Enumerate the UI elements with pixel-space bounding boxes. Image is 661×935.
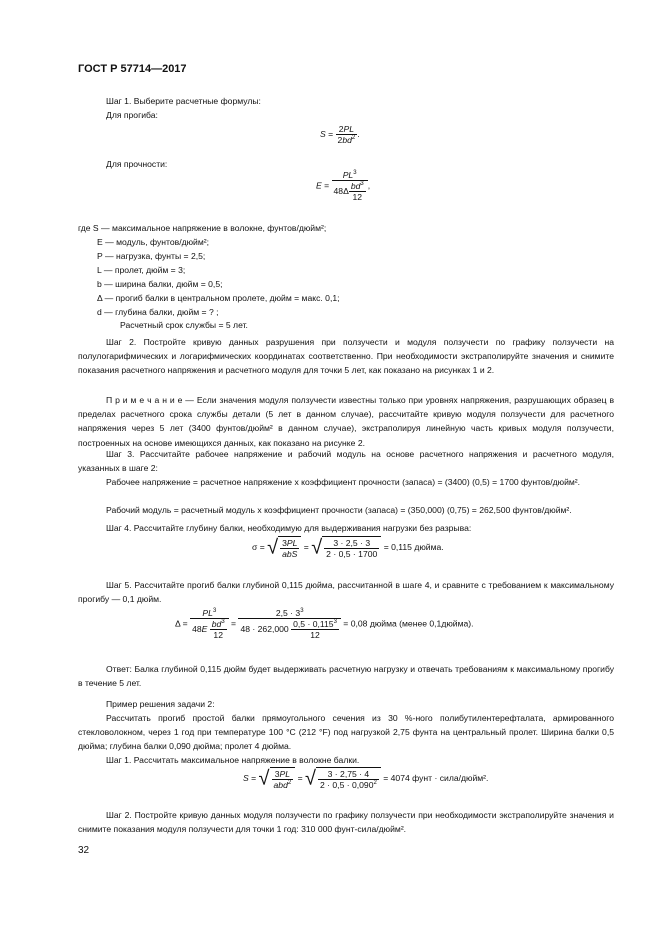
step3-paragraph: Шаг 3. Рассчитайте рабочее напряжение и рабочий модуль на основе расчетного напряжения и расчетного модуля, указанных в шаге 2: bbox=[78, 449, 614, 474]
work-stress-paragraph: Рабочее напряжение = расчетное напряжение x коэффициент прочности (запаса) = (3400) (0,5) = 1700 фунтов/дюйм². bbox=[106, 477, 581, 487]
where-item: P — нагрузка, фунты = 2,5; bbox=[97, 251, 206, 261]
step5-paragraph: Шаг 5. Рассчитайте прогиб балки глубиной 0,115 дюйма, рассчитанной в шаге 4, и сравните с требованием к максимальному прогибу — 0,1 дюйм. bbox=[78, 580, 614, 605]
answer-paragraph: Ответ: Балка глубиной 0,115 дюйм будет выдерживать расчетную нагрузку и отвечать требованиям к максимальному прогибу в течение 5 лет. bbox=[78, 664, 614, 689]
where-item: b — ширина балки, дюйм = 0,5; bbox=[97, 279, 223, 289]
step4-text: Шаг 4. Рассчитайте глубину балки, необходимую для выдерживания нагрузки без разрыва: bbox=[106, 523, 472, 533]
where-item: L — пролет, дюйм = 3; bbox=[97, 265, 186, 275]
example2-paragraph: Рассчитать прогиб простой балки прямоугольного сечения из 30 %-ного полибутилентерефталата, армированного стекловолокном, через 1 год при температуре 100 °С (212 °F) под нагрузкой 2,75 фунта на центральный пролет. Ширина балки 0,5 дюйма; глубина балки 0,090 дюйма; пролет 4 дюйма. bbox=[78, 713, 614, 752]
deflection-label: Для прогиба: bbox=[106, 110, 158, 120]
ex2-step1-text: Шаг 1. Рассчитать максимальное напряжение в волокне балки. bbox=[106, 755, 360, 765]
formula-strength: E = $PL^3$ 48Δ $\frac{bd^3}{12}$ , bbox=[316, 170, 371, 202]
note-text: — Если значения модуля ползучести известны только при уровнях напряжения, разрушающих образец в пределах расчетного срока службы детали (5 лет в данном случае), рассчитайте кривую модуля ползучести для расчетного напряжения через 5 лет (3400 фунтов/дюйм² в данном случае), экстраполируя линейную часть кривых модуля ползучести, построенных на основе имеющихся данных, как показано на рисунке 2. bbox=[78, 395, 615, 448]
formula-step5: Δ = $PL^3$ 48E $\frac{bd^3}{12}$ = $2,5 \cdot 3^3$ 48 · 262,000 $\frac{0,5 \cdot 0,115^3}{12}$ = 0,08 дюйма (менее 0,1дюйма). bbox=[175, 608, 474, 640]
step4-result: = 0,115 дюйма. bbox=[383, 541, 444, 552]
strength-label: Для прочности: bbox=[106, 159, 168, 169]
ex2-step2-paragraph: Шаг 2. Постройте кривую данных модуля ползучести по графику ползучести при необходимости экстраполируйте значения и снимите показания модуля ползучести для точки 1 год: 310 000 фунт-сила/дюйм². bbox=[78, 810, 614, 835]
ex2-step1-result: = 4074 фунт · сила/дюйм². bbox=[383, 772, 489, 783]
example2-title: Пример решения задачи 2: bbox=[106, 699, 215, 709]
where-item: E — модуль, фунтов/дюйм²; bbox=[97, 237, 209, 247]
formula-deflection: S = $\frac{2PL}{2bd^2}$ . bbox=[320, 124, 360, 145]
document-header: ГОСТ Р 57714—2017 bbox=[78, 63, 187, 75]
formula-ex2-step1: S = √ $\frac{3PL}{abd^2}$ = √ $\frac{3 \cdot 2,75 \cdot 4}{2 \cdot 0,5 \cdot 0,090^2}$ = 4074 фунт · сила/дюйм². bbox=[243, 767, 489, 790]
formula-step4: σ = √ $\frac{3PL}{\text{abS}}$ = √ $\frac{3 \cdot 2,5 \cdot 3}{2 \cdot 0,5 \cdot 1700}$ = 0,115 дюйма. bbox=[252, 536, 444, 559]
where-item: Расчетный срок службы = 5 лет. bbox=[120, 320, 248, 330]
step1-text: Шаг 1. Выберите расчетные формулы: bbox=[106, 96, 261, 106]
note-paragraph bbox=[78, 393, 614, 450]
work-modulus-paragraph: Рабочий модуль = расчетный модуль x коэффициент прочности (запаса) = (350,000) (0,75) = 262,500 фунтов/дюйм². bbox=[106, 505, 572, 515]
where-item: где S — максимальное напряжение в волокне, фунтов/дюйм²; bbox=[78, 223, 327, 233]
page-number: 32 bbox=[78, 845, 90, 856]
step5-result: = 0,08 дюйма (менее 0,1дюйма). bbox=[343, 618, 474, 629]
step2-paragraph: Шаг 2. Постройте кривую данных разрушения при ползучести и модуля ползучести по графику ползучести на полулогарифмических и логарифмических координатах соответственно. При необходимости экстраполируйте значения и снимите показания расчетного напряжения и расчетного модуля для точки 5 лет, как показано на рисунках 1 и 2. bbox=[78, 337, 614, 376]
where-item: d — глубина балки, дюйм = ? ; bbox=[97, 307, 219, 317]
note-label: П р и м е ч а н и е bbox=[106, 395, 183, 405]
where-item: Δ — прогиб балки в центральном пролете, дюйм = макс. 0,1; bbox=[97, 293, 340, 303]
